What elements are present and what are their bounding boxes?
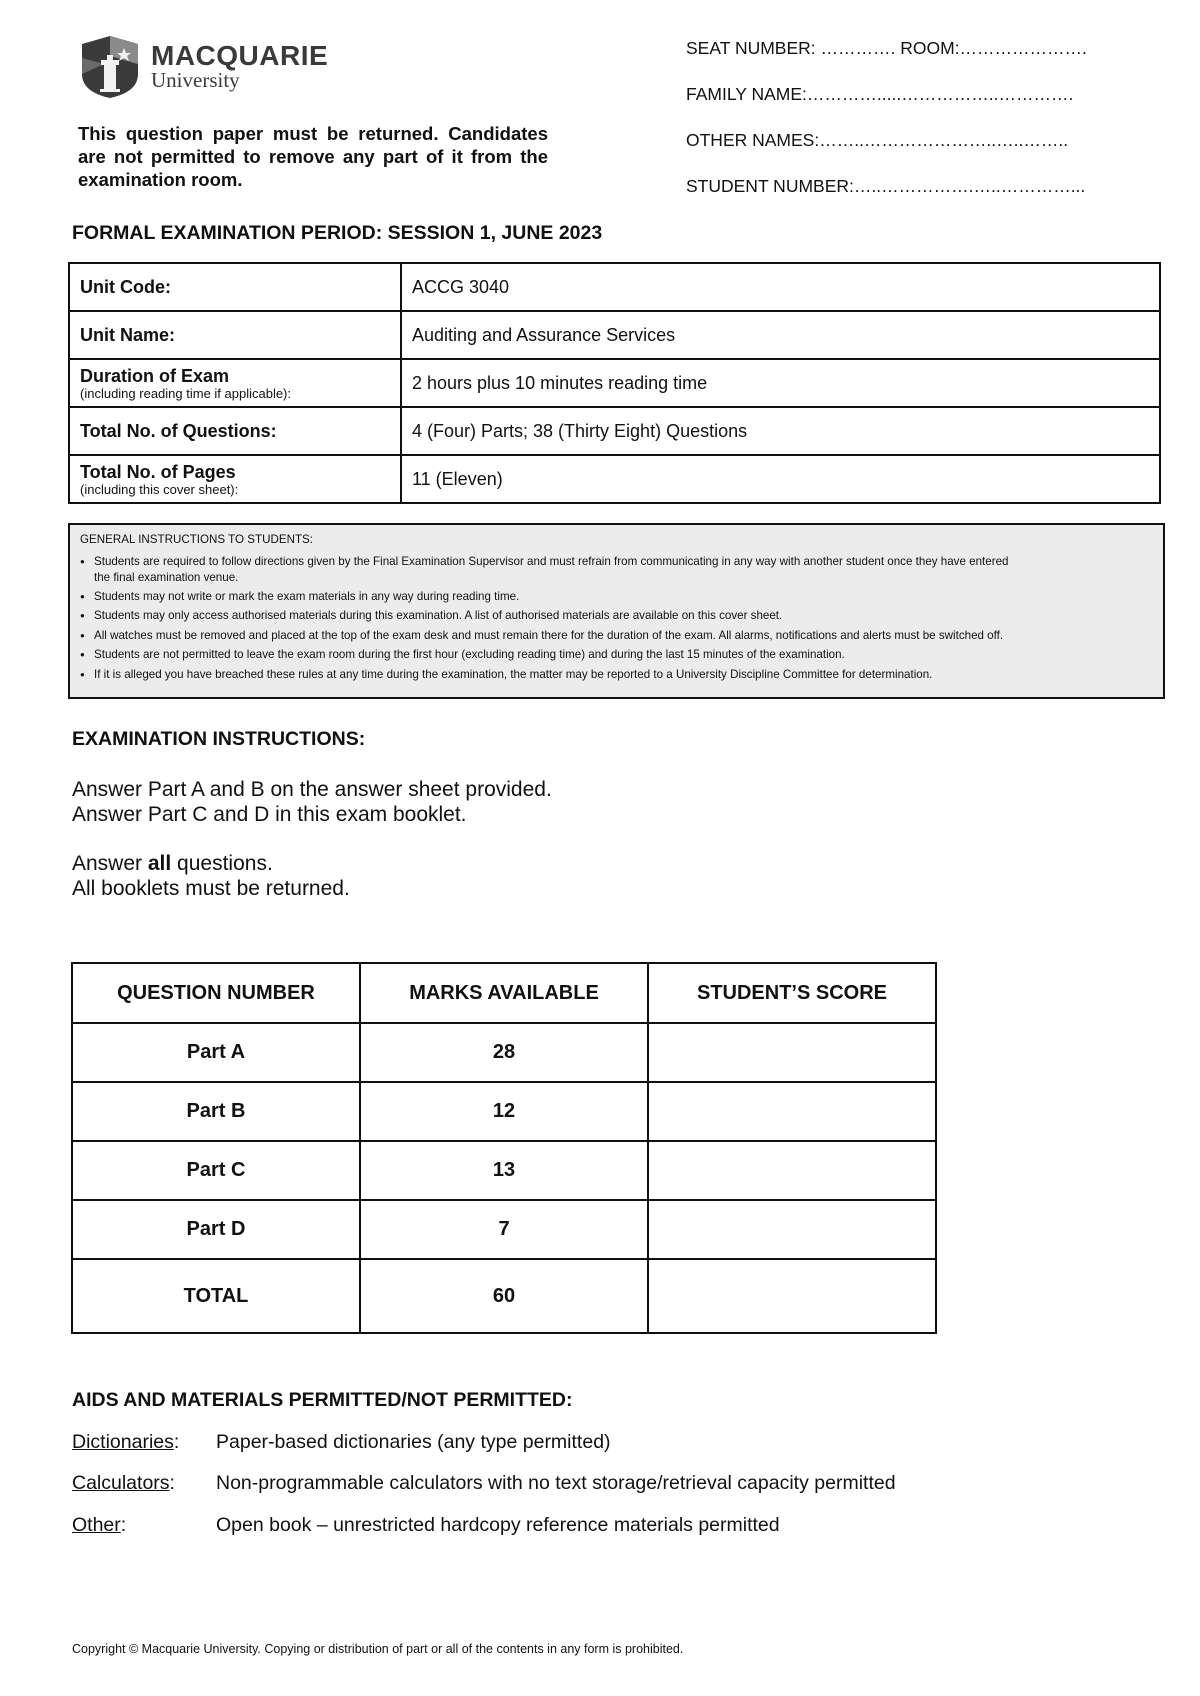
marks-cell: 13 (360, 1141, 648, 1200)
student-fields (686, 38, 1087, 222)
unit-code-value: ACCG 3040 (401, 263, 1160, 311)
instruction-text: questions. (171, 852, 273, 875)
list-item: ● If it is alleged you have breached these rules at any time during the examination, the matter may be reported to a University Discipline Committee for determination. (92, 665, 1153, 685)
macquarie-logo-icon (80, 34, 140, 100)
marks-cell: 7 (360, 1200, 648, 1259)
copyright-notice: Copyright © Macquarie University. Copying or distribution of part or all of the contents in any form is prohibited. (72, 1642, 684, 1656)
total-marks-cell: 60 (360, 1259, 648, 1333)
table-row (69, 311, 1160, 359)
table-row (69, 455, 1160, 503)
unit-name-label (69, 311, 401, 359)
table-header-row (72, 963, 936, 1023)
marks-cell: 28 (360, 1023, 648, 1082)
list-item: ● All watches must be removed and placed at the top of the exam desk and must remain there for the duration of the exam. All alarms, notifications and alerts must be switched off. (92, 626, 1153, 646)
row-label: Unit Code: (80, 276, 171, 297)
part-cell: Part D (72, 1200, 360, 1259)
column-header: QUESTION NUMBER (72, 963, 360, 1023)
table-row (72, 1141, 936, 1200)
row-label: Total No. of Questions: (80, 420, 277, 441)
exam-instruction-line: Answer Part A and B on the answer sheet provided. (72, 778, 552, 801)
general-instructions-box (68, 523, 1165, 699)
unit-name-value: Auditing and Assurance Services (401, 311, 1160, 359)
list-item (92, 552, 1153, 585)
row-sublabel: (including this cover sheet): (80, 481, 239, 497)
score-cell[interactable] (648, 1141, 936, 1200)
list-item: ● Students are not permitted to leave the exam room during the first hour (excluding reading time) and during the last 15 minutes of the examination. (92, 645, 1153, 665)
family-name-field[interactable]: FAMILY NAME:………….....……………..…………. (686, 84, 1074, 104)
table-row (72, 1023, 936, 1082)
other-value: Open book – unrestricted hardcopy reference materials permitted (216, 1514, 780, 1536)
logo-subtitle: University (151, 68, 240, 92)
exam-instruction-line: All booklets must be returned. (72, 877, 350, 900)
general-instructions-title: GENERAL INSTRUCTIONS TO STUDENTS: (80, 533, 313, 546)
marks-cell: 12 (360, 1082, 648, 1141)
instruction-text: Students are required to follow directions given by the Final Examination Supervisor and must refrain from communicating in any way with another student once they have entered (94, 555, 1009, 568)
column-header: STUDENT’S SCORE (648, 963, 936, 1023)
exam-instructions-title: EXAMINATION INSTRUCTIONS: (72, 728, 366, 750)
row-label: Unit Name: (80, 324, 176, 345)
aids-title: AIDS AND MATERIALS PERMITTED/NOT PERMITTED: (72, 1389, 573, 1411)
instruction-continuation: the final examination venue. (94, 570, 239, 584)
other-names-field[interactable]: OTHER NAMES:……..…………………..…..…….. (686, 130, 1069, 150)
unit-code-label (69, 263, 401, 311)
exam-period-title: FORMAL EXAMINATION PERIOD: SESSION 1, JUNE 2023 (72, 222, 603, 244)
aid-label-text: Calculators (72, 1472, 170, 1494)
duration-label (69, 359, 401, 407)
pages-label (69, 455, 401, 503)
duration-value: 2 hours plus 10 minutes reading time (401, 359, 1160, 407)
student-number-field[interactable]: STUDENT NUMBER:…..…………….…..…………... (686, 176, 1086, 196)
calculators-label: Calculators: (72, 1472, 175, 1494)
row-label: Duration of Exam (80, 365, 230, 386)
calculators-value: Non-programmable calculators with no text storage/retrieval capacity permitted (216, 1472, 896, 1494)
instruction-text: Answer (72, 852, 148, 875)
total-row (72, 1259, 936, 1333)
table-row (69, 359, 1160, 407)
logo-name: MACQUARIE (151, 40, 329, 71)
pages-value: 11 (Eleven) (401, 455, 1160, 503)
part-cell: Part C (72, 1141, 360, 1200)
dictionaries-value: Paper-based dictionaries (any type permitted) (216, 1431, 611, 1453)
total-score-cell[interactable] (648, 1259, 936, 1333)
total-label-cell: TOTAL (72, 1259, 360, 1333)
questions-label (69, 407, 401, 455)
table-row (72, 1200, 936, 1259)
row-label: Total No. of Pages (80, 461, 236, 482)
unit-details-table (68, 262, 1161, 504)
table-row (69, 407, 1160, 455)
part-cell: Part B (72, 1082, 360, 1141)
dictionaries-label: Dictionaries: (72, 1431, 180, 1453)
other-label: Other: (72, 1514, 127, 1536)
score-cell[interactable] (648, 1082, 936, 1141)
aid-label-text: Other (72, 1514, 121, 1536)
general-instructions-list (80, 552, 1153, 684)
exam-instruction-line (72, 852, 273, 876)
aid-label-text: Dictionaries (72, 1431, 174, 1453)
exam-instruction-line: Answer Part C and D in this exam booklet. (72, 803, 467, 826)
column-header: MARKS AVAILABLE (360, 963, 648, 1023)
return-notice: This question paper must be returned. Candidates are not permitted to remove any part of it from the examination room. (78, 123, 548, 190)
list-item: ● Students may only access authorised materials during this examination. A list of authorised materials are available on this cover sheet. (92, 606, 1153, 626)
row-sublabel: (including reading time if applicable): (80, 385, 292, 401)
score-cell[interactable] (648, 1023, 936, 1082)
questions-value: 4 (Four) Parts; 38 (Thirty Eight) Questions (401, 407, 1160, 455)
list-item: ● Students may not write or mark the exam materials in any way during reading time. (92, 587, 1153, 607)
marks-table (71, 962, 937, 1334)
instruction-emphasis: all (147, 852, 172, 875)
table-row (69, 263, 1160, 311)
table-row (72, 1082, 936, 1141)
seat-room-field[interactable]: SEAT NUMBER: …………. ROOM:…………………. (686, 38, 1087, 58)
part-cell: Part A (72, 1023, 360, 1082)
score-cell[interactable] (648, 1200, 936, 1259)
